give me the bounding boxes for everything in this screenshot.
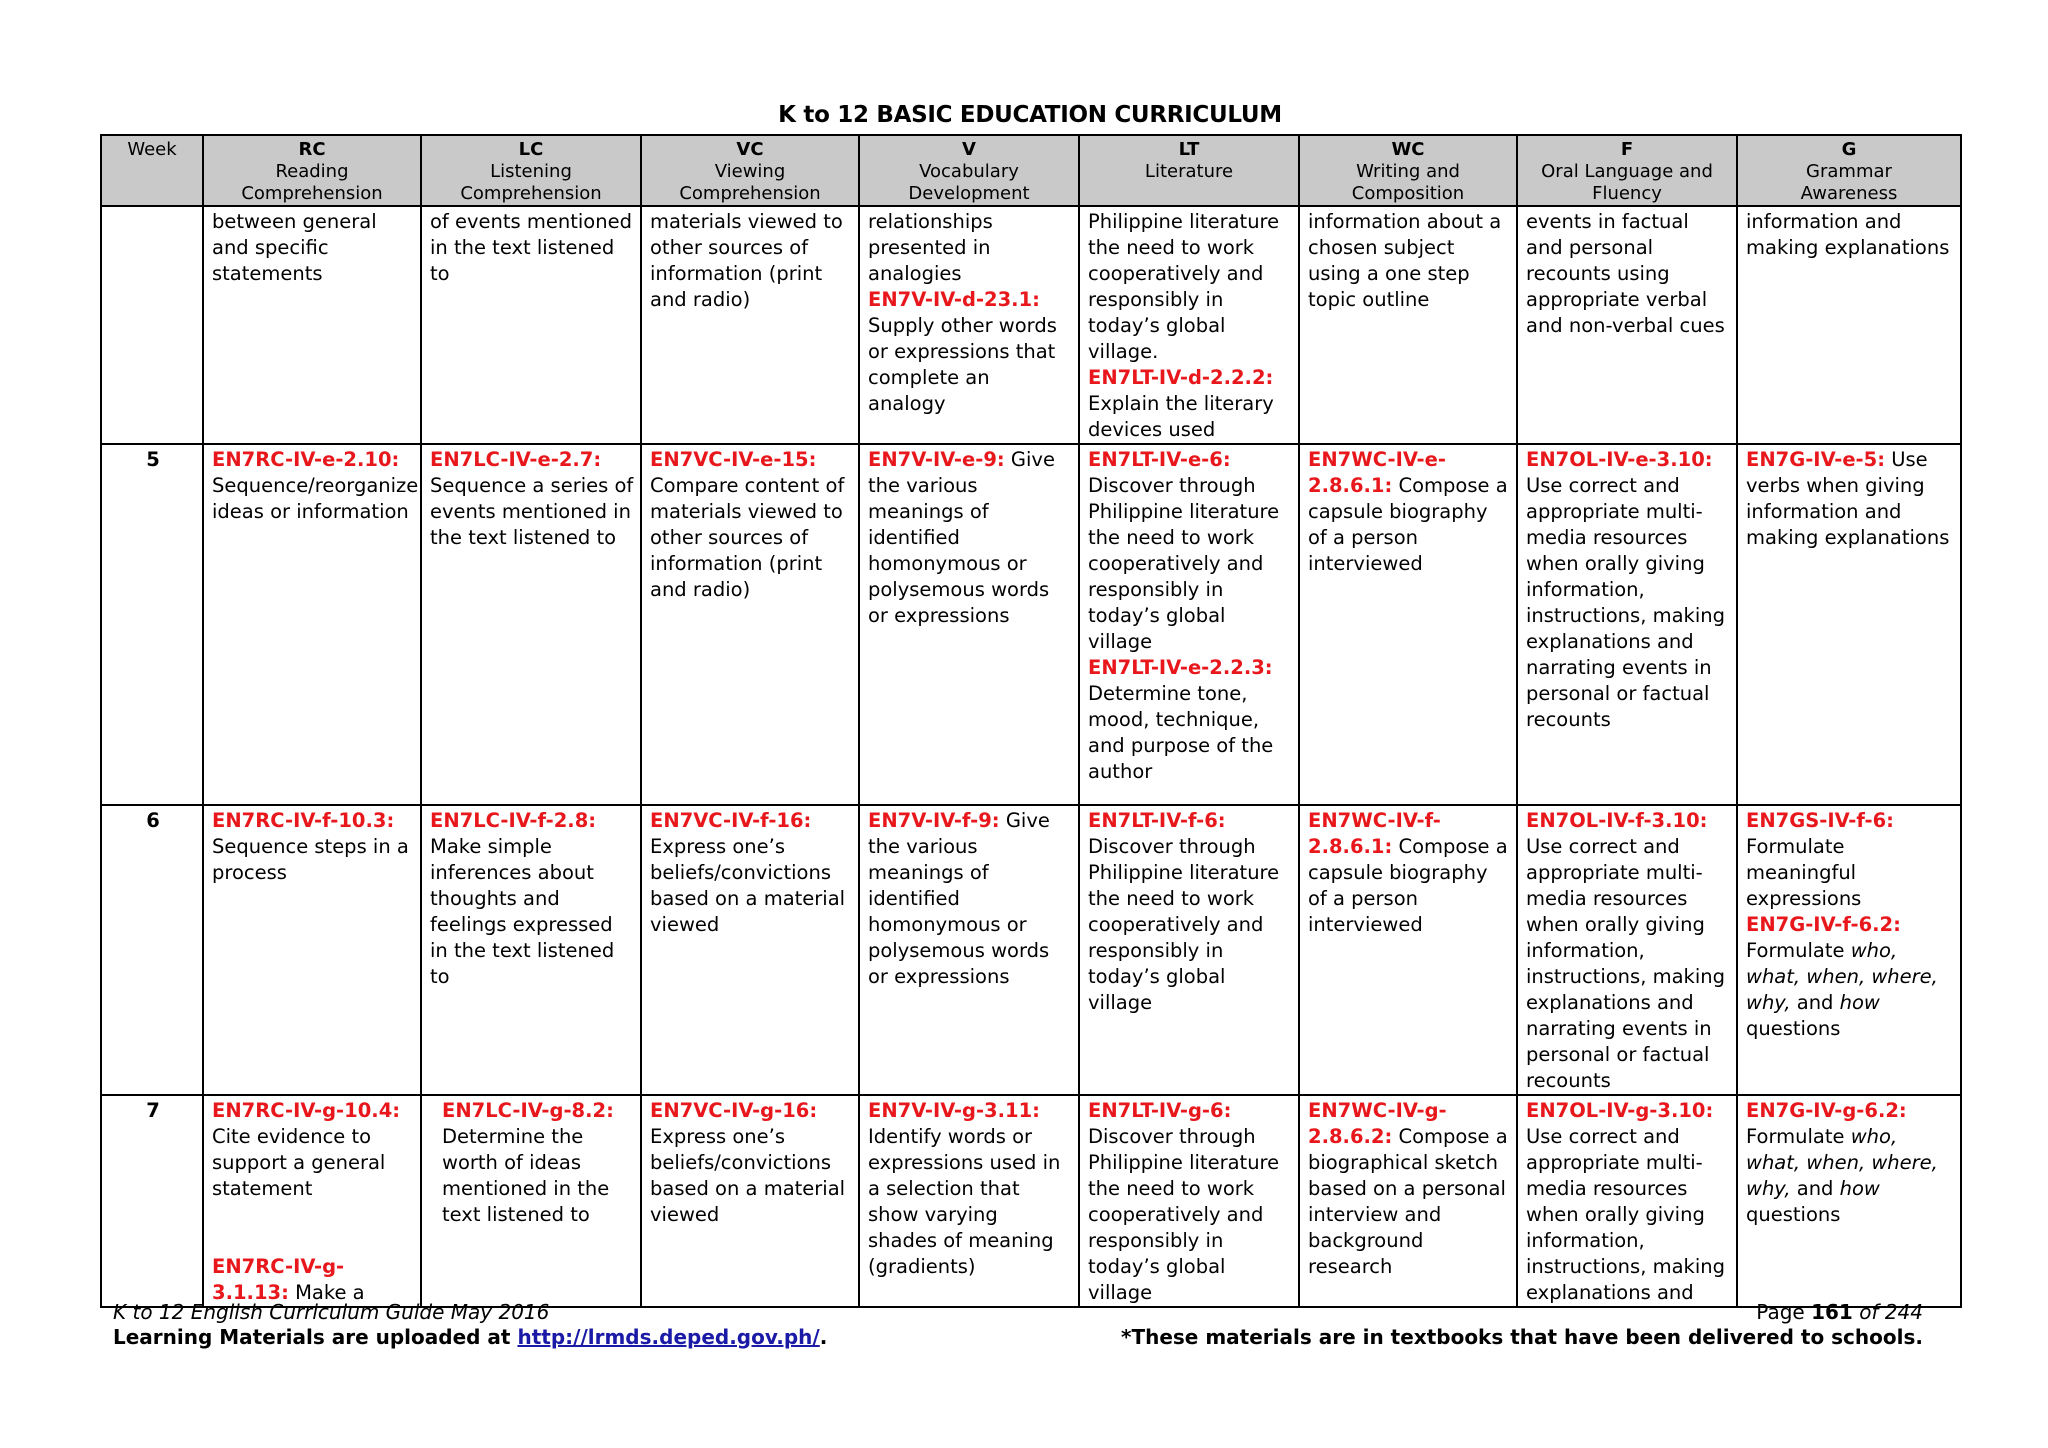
header-label: Comprehension	[679, 183, 821, 204]
competency-code: EN7V-IV-e-9:	[868, 448, 1005, 471]
competency-text: between general and specific statements	[212, 210, 377, 285]
header-week: Week	[101, 135, 203, 206]
competency	[1746, 1098, 1954, 1228]
header-label: Fluency	[1592, 183, 1662, 204]
competency-text: Sequence steps in a process	[212, 835, 409, 884]
competency	[430, 1098, 634, 1228]
page-number	[1756, 1300, 1923, 1324]
competency-code: EN7GS-IV-f-6:	[1746, 809, 1894, 832]
competency-text: Compare content of materials viewed to other sources of information (print and radio)	[650, 474, 845, 601]
competency	[1526, 1098, 1730, 1306]
competency-text: Determine the worth of ideas mentioned in the text listened to	[442, 1125, 610, 1226]
cell-f	[1517, 805, 1737, 1095]
competency-text: Sequence a series of events mentioned in the text listened to	[430, 474, 634, 549]
competency-code: EN7WC-IV-f-2.8.6.1:	[1308, 809, 1441, 858]
cell-v	[859, 805, 1079, 1095]
competency-text: Formulate	[1746, 939, 1845, 962]
cell-lc	[421, 1095, 641, 1307]
competency-code: EN7G-IV-e-5:	[1746, 448, 1886, 471]
competency	[1746, 912, 1954, 1042]
header-vc	[641, 135, 859, 206]
competency-code: EN7RC-IV-e-2.10:	[212, 448, 400, 471]
competency-italic: who, what, when, where, why,	[1746, 1125, 1938, 1200]
competency	[430, 209, 634, 287]
header-f	[1517, 135, 1737, 206]
competency	[1746, 209, 1954, 261]
cell-f	[1517, 444, 1737, 805]
header-label: Literature	[1144, 161, 1234, 182]
competency-italic: how	[1839, 991, 1880, 1014]
competency	[212, 447, 419, 525]
page-title: K to 12 BASIC EDUCATION CURRICULUM	[778, 102, 1282, 128]
competency-code: EN7LT-IV-e-6:	[1088, 448, 1231, 471]
materials-prefix: Learning Materials are uploaded at	[113, 1325, 511, 1349]
competency	[1308, 808, 1510, 938]
competency-text: Compose a biographical sketch based on a personal interview and background research	[1308, 1125, 1508, 1278]
competency-code: EN7G-IV-f-6.2:	[1746, 913, 1901, 936]
competency-text: Supply other words or expressions that complete an analogy	[868, 314, 1057, 415]
competency-text: Compose a capsule biography of a person interviewed	[1308, 474, 1508, 575]
competency	[650, 447, 852, 603]
competency-text: of events mentioned in the text listened to	[430, 210, 632, 285]
competency-text: Compose a capsule biography of a person interviewed	[1308, 835, 1508, 936]
competency-text: and	[1796, 1177, 1834, 1200]
header-lc	[421, 135, 641, 206]
header-label: Comprehension	[241, 183, 383, 204]
competency-text: Give the various meanings of identified homonymous or polysemous words or expressions	[868, 809, 1050, 988]
cell-vc	[641, 805, 859, 1095]
header-wc	[1299, 135, 1517, 206]
competency-text: Use correct and appropriate multi-media resources when orally giving information, instructions, making explanations and	[1526, 1125, 1725, 1304]
competency-code: EN7VC-IV-f-16:	[650, 809, 812, 832]
cell-g	[1737, 1095, 1961, 1307]
header-abbr: LC	[518, 139, 544, 160]
cell-rc	[203, 444, 421, 805]
page-num: 161	[1811, 1300, 1853, 1324]
cell-lc	[421, 206, 641, 444]
header-v	[859, 135, 1079, 206]
competency	[430, 447, 634, 551]
competency-code: EN7V-IV-d-23.1:	[868, 288, 1040, 311]
competency-text: questions	[1746, 1017, 1841, 1040]
competency-text: Sequence/reorganize ideas or information	[212, 474, 419, 523]
header-label: Grammar	[1806, 161, 1892, 182]
cell-rc	[203, 206, 421, 444]
header-label: Awareness	[1800, 183, 1898, 204]
cell-vc	[641, 206, 859, 444]
competency-text: relationships presented in analogies	[868, 210, 993, 285]
cell-lc	[421, 805, 641, 1095]
competency-code: EN7OL-IV-e-3.10:	[1526, 448, 1713, 471]
competency-text: Formulate meaningful expressions	[1746, 835, 1862, 910]
competency-text: Explain the literary devices used	[1088, 392, 1274, 441]
competency-text: Use correct and appropriate multi-media resources when orally giving information, instructions, making explanations and narrating events in personal or factual recounts	[1526, 835, 1725, 1092]
cell-vc	[641, 1095, 859, 1307]
competency-code: EN7RC-IV-f-10.3:	[212, 809, 395, 832]
competency-text: Make simple inferences about thoughts and feelings expressed in the text listened to	[430, 835, 615, 988]
competency-code: EN7LT-IV-f-6:	[1088, 809, 1226, 832]
competency	[212, 1202, 414, 1254]
competency-text: events in factual and personal recounts using appropriate verbal and non-verbal cues	[1526, 210, 1725, 337]
competency-code: EN7RC-IV-g-3.1.13:	[212, 1255, 345, 1304]
competency	[868, 209, 1072, 287]
cell-lt	[1079, 444, 1299, 805]
week-cell: 6	[101, 805, 203, 1095]
competency-code: EN7LC-IV-e-2.7:	[430, 448, 602, 471]
competency-text: information and making explanations	[1746, 210, 1950, 259]
header-label: Development	[908, 183, 1030, 204]
header-abbr: RC	[298, 139, 326, 160]
competency	[212, 1098, 414, 1202]
competency-text: Use verbs when giving information and making explanations	[1746, 448, 1950, 549]
competency-text: Determine tone, mood, technique, and purpose of the author	[1088, 682, 1274, 783]
textbook-note: *These materials are in textbooks that have been delivered to schools.	[1121, 1325, 1923, 1349]
lrmds-link[interactable]: http://lrmds.deped.gov.ph/	[517, 1325, 820, 1349]
competency-text: materials viewed to other sources of information (print and radio)	[650, 210, 843, 311]
competency	[212, 1254, 414, 1306]
materials-suffix: .	[819, 1325, 828, 1349]
competency	[1746, 808, 1954, 912]
competency	[1088, 1098, 1292, 1306]
competency-code: EN7G-IV-g-6.2:	[1746, 1099, 1907, 1122]
cell-lt	[1079, 1095, 1299, 1307]
cell-g	[1737, 444, 1961, 805]
competency-text: Cite evidence to support a general statement	[212, 1125, 386, 1200]
competency-text: Formulate	[1746, 1125, 1845, 1148]
cell-g	[1737, 805, 1961, 1095]
cell-wc	[1299, 1095, 1517, 1307]
competency	[1088, 209, 1292, 365]
header-row	[101, 135, 1961, 206]
page-label: Page	[1756, 1300, 1805, 1324]
cell-vc	[641, 444, 859, 805]
competency	[1088, 655, 1292, 785]
competency-text: Philippine literature the need to work cooperatively and responsibly in today’s global village.	[1088, 210, 1280, 363]
competency-code: EN7OL-IV-f-3.10:	[1526, 809, 1708, 832]
competency	[1308, 209, 1510, 313]
competency-text: Identify words or expressions used in a selection that show varying shades of meaning (gradients)	[868, 1125, 1061, 1278]
header-label: Writing and	[1356, 161, 1460, 182]
header-abbr: VC	[736, 139, 764, 160]
header-rc	[203, 135, 421, 206]
competency-code: EN7V-IV-g-3.11:	[868, 1099, 1040, 1122]
competency-code: EN7LT-IV-d-2.2.2:	[1088, 366, 1274, 389]
competency-code: EN7RC-IV-g-10.4:	[212, 1099, 401, 1122]
competency-text: Express one’s beliefs/convictions based on a material viewed	[650, 1125, 846, 1226]
page-footer	[113, 1300, 1923, 1349]
header-label: Reading	[275, 161, 349, 182]
competency	[868, 287, 1072, 417]
competency	[1088, 808, 1292, 1016]
table-row	[101, 1095, 1961, 1307]
competency	[1308, 447, 1510, 577]
table-body	[101, 206, 1961, 1307]
competency	[868, 1098, 1072, 1280]
competency	[212, 209, 414, 287]
table-row	[101, 805, 1961, 1095]
competency	[1746, 447, 1954, 551]
competency-code: EN7LC-IV-f-2.8:	[430, 809, 597, 832]
competency-code: EN7V-IV-f-9:	[868, 809, 1000, 832]
header-label: Composition	[1351, 183, 1465, 204]
week-cell: 7	[101, 1095, 203, 1307]
competency-text: Discover through Philippine literature the need to work cooperatively and responsibly in today’s global village	[1088, 835, 1280, 1014]
competency	[650, 808, 852, 938]
page-of: of 244	[1859, 1300, 1923, 1324]
competency	[430, 808, 634, 990]
competency	[868, 447, 1072, 629]
header-label: Oral Language and	[1541, 161, 1713, 182]
cell-lc	[421, 444, 641, 805]
materials-note	[113, 1325, 827, 1349]
competency-code: EN7WC-IV-g-2.8.6.2:	[1308, 1099, 1447, 1148]
competency-text: and	[1796, 991, 1834, 1014]
competency-code: EN7LT-IV-g-6:	[1088, 1099, 1232, 1122]
competency-text: Use correct and appropriate multi-media resources when orally giving information, instructions, making explanations and narrating events in personal or factual recounts	[1526, 474, 1725, 731]
header-g	[1737, 135, 1961, 206]
competency-text: Discover through Philippine literature the need to work cooperatively and responsibly in today’s global village	[1088, 1125, 1280, 1304]
table-row	[101, 444, 1961, 805]
competency	[868, 808, 1072, 990]
competency-code: EN7WC-IV-e-2.8.6.1:	[1308, 448, 1446, 497]
cell-wc	[1299, 805, 1517, 1095]
week-cell	[101, 206, 203, 444]
cell-rc	[203, 805, 421, 1095]
cell-wc	[1299, 206, 1517, 444]
competency-text: Make a	[295, 1281, 365, 1304]
competency-code: EN7LT-IV-e-2.2.3:	[1088, 656, 1273, 679]
competency-code: EN7OL-IV-g-3.10:	[1526, 1099, 1714, 1122]
cell-lt	[1079, 206, 1299, 444]
competency	[650, 209, 852, 313]
competency-text: Express one’s beliefs/convictions based on a material viewed	[650, 835, 846, 936]
cell-v	[859, 206, 1079, 444]
cell-v	[859, 1095, 1079, 1307]
competency-italic: who, what, when, where, why,	[1746, 939, 1938, 1014]
cell-v	[859, 444, 1079, 805]
header-label: Vocabulary	[919, 161, 1019, 182]
cell-g	[1737, 206, 1961, 444]
table-row	[101, 206, 1961, 444]
cell-rc	[203, 1095, 421, 1307]
competency	[1526, 808, 1730, 1094]
header-abbr: G	[1841, 139, 1857, 160]
header-label: Listening	[490, 161, 572, 182]
week-cell: 5	[101, 444, 203, 805]
header-abbr: LT	[1178, 139, 1200, 160]
competency-italic: how	[1839, 1177, 1880, 1200]
competency-text: Discover through Philippine literature the need to work cooperatively and responsibly in today’s global village	[1088, 474, 1280, 653]
cell-wc	[1299, 444, 1517, 805]
competency-text: information about a chosen subject using a one step topic outline	[1308, 210, 1502, 311]
header-abbr: F	[1620, 139, 1634, 160]
header-lt	[1079, 135, 1299, 206]
competency	[1526, 209, 1730, 339]
competency	[1526, 447, 1730, 733]
cell-f	[1517, 206, 1737, 444]
competency	[1088, 365, 1292, 443]
competency-text: Give the various meanings of identified homonymous or polysemous words or expressions	[868, 448, 1055, 627]
guide-label: K to 12 English Curriculum Guide May 2016	[113, 1300, 550, 1324]
competency	[1088, 447, 1292, 655]
header-label: Viewing	[714, 161, 786, 182]
curriculum-table	[100, 134, 1962, 1308]
cell-f	[1517, 1095, 1737, 1307]
competency-code: EN7LC-IV-g-8.2:	[442, 1099, 614, 1122]
competency-code: EN7VC-IV-e-15:	[650, 448, 817, 471]
header-abbr: V	[962, 139, 976, 160]
competency	[1308, 1098, 1510, 1280]
header-label: Comprehension	[460, 183, 602, 204]
competency	[650, 1098, 852, 1228]
competency	[212, 808, 414, 886]
header-abbr: WC	[1391, 139, 1425, 160]
competency-code: EN7VC-IV-g-16:	[650, 1099, 818, 1122]
cell-lt	[1079, 805, 1299, 1095]
competency-text: questions	[1746, 1203, 1841, 1226]
